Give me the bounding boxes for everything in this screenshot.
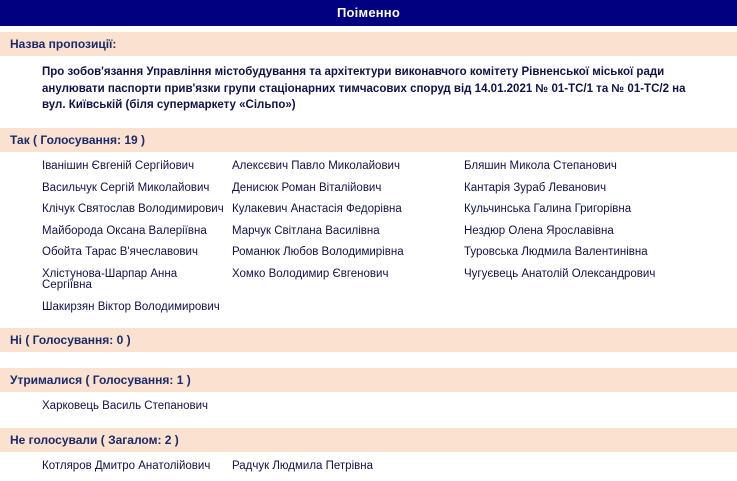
table-row: [0, 297, 737, 319]
table-row: [0, 178, 737, 200]
section-heading-yes: Так ( Голосування: 19 ): [0, 128, 737, 152]
names-block-not-voted: [0, 452, 737, 481]
list-item: [464, 396, 737, 418]
proposal-label: Назва пропозиції:: [0, 32, 737, 56]
table-row: [0, 396, 737, 418]
list-item: Клічук Святослав Володимирович: [42, 203, 224, 216]
list-item: [232, 297, 464, 319]
section-heading-no: Ні ( Голосування: 0 ): [0, 328, 737, 352]
proposal-text: Про зобов'язання Управління містобудування та архітектури виконавчого комітету Рівненської міської ради анулювати паспорти прив'язки групи стаціонарних тимчасових споруд від 14.01.2021 № 01-ТС/1 та № 01-ТС/2 на вул. Київській (біля супермаркету «Сільпо»): [42, 66, 686, 112]
list-item: Майборода Оксана Валеріївна: [42, 224, 207, 237]
list-item: Котляров Дмитро Анатолійович: [42, 459, 211, 472]
list-item: Романюк Любов Володимирівна: [232, 246, 404, 259]
list-item: Денисюк Роман Віталійович: [232, 181, 382, 194]
table-row: [0, 456, 737, 478]
list-item: [464, 297, 737, 319]
section-heading-not-voted: Не голосували ( Загалом: 2 ): [0, 428, 737, 452]
list-item: Нездюр Олена Ярославівна: [464, 224, 614, 237]
list-item: Обойта Тарас В'ячеславович: [42, 246, 198, 259]
list-item: [464, 456, 737, 478]
list-item: Бляшин Микола Степанович: [464, 160, 617, 173]
list-item: Радчук Людмила Петрівна: [232, 459, 373, 472]
names-block-no: [0, 352, 737, 362]
list-item: Хлістунова-Шарпар Анна Сергіївна: [42, 267, 178, 292]
names-block-abstained: [0, 392, 737, 422]
list-item: Чугуєвець Анатолій Олександрович: [464, 267, 656, 280]
section-heading-abstained: Утрималися ( Голосування: 1 ): [0, 368, 737, 392]
table-row: [0, 221, 737, 243]
list-item: Марчук Світлана Василівна: [232, 224, 380, 237]
table-row: [0, 242, 737, 264]
list-item: Шакирзян Віктор Володимирович: [42, 300, 220, 313]
list-item: Іванішин Євгеній Сергійович: [42, 160, 195, 173]
table-row: [0, 199, 737, 221]
list-item: Кульчинська Галина Григорівна: [464, 203, 632, 216]
list-item: Кулакевич Анастасія Федорівна: [232, 203, 402, 216]
table-row: [0, 156, 737, 178]
list-item: Харковець Василь Степанович: [42, 400, 209, 413]
list-item: Туровська Людмила Валентинівна: [464, 246, 648, 259]
list-item: Кантарія Зураб Леванович: [464, 181, 607, 194]
list-item: Алексєвич Павло Миколайович: [232, 160, 400, 173]
list-item: [232, 396, 464, 418]
list-item: Хомко Володимир Євгенович: [232, 267, 389, 280]
names-block-yes: [0, 152, 737, 322]
table-row: [0, 264, 737, 297]
list-item: Васильчук Сергій Миколайович: [42, 181, 210, 194]
page-title: Поіменно: [0, 0, 737, 26]
